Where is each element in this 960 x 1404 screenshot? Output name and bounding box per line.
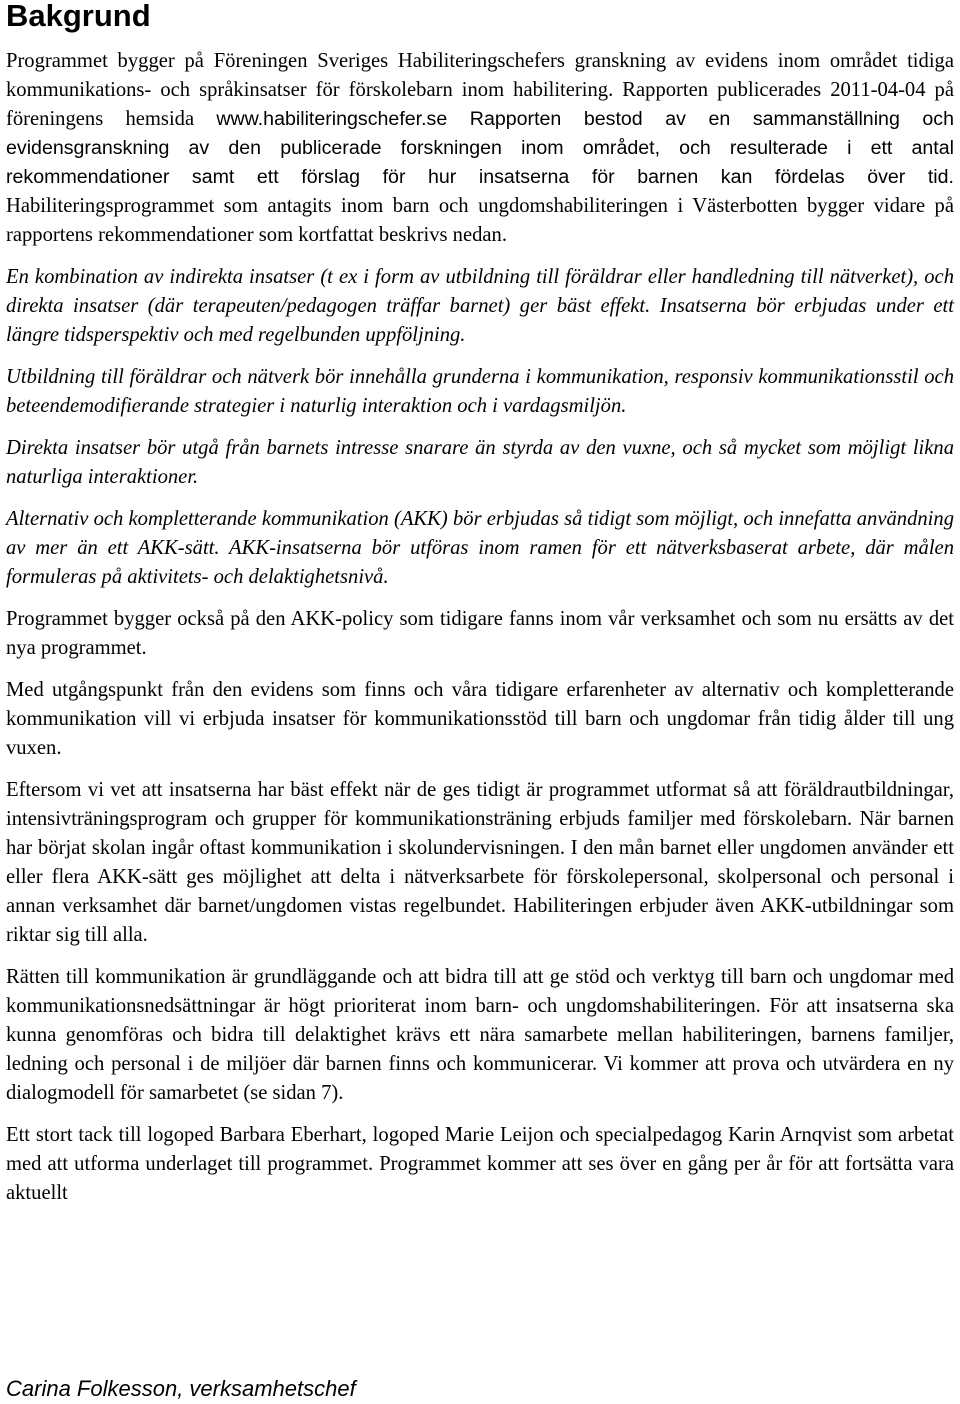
paragraph-right-to-communication: Rätten till kommunikation är grundläggande och att bidra till att ge stöd och verktyg till barn och ungdomar med kommunikationsnedsättningar är högt prioriterat inom barn- och ungdomshabiliteringen. För att insatserna ska kunna genomföras och bidra till delaktighet krävs ett nära samarbete mellan habiliteringen, barnens familjer, ledning och personal i de miljöer där barnen finns och kommunicerar. Vi kommer att prova och utvärdera en ny dialogmodell för samarbetet (se sidan 7). [6, 966, 954, 1104]
recommendation-direct: Direkta insatser bör utgå från barnets intresse snarare än styrda av den vuxne, och så mycket som möjligt likna naturliga interaktioner. [6, 437, 954, 488]
body-text [6, 47, 954, 1221]
website-url: www.habiliteringschefer.se [216, 108, 448, 130]
recommendation-combination: En kombination av indirekta insatser (t ex i form av utbildning till föräldrar eller handledning till nätverket), och direkta insatser (där terapeuten/pedagogen träffar barnet) ger bäst effekt. Insatserna bör erbjudas under ett längre tidsperspektiv och med regelbunden uppföljning. [6, 266, 954, 346]
recommendation-akk: Alternativ och kompletterande kommunikation (AKK) bör erbjudas så tidigt som möjligt, och innefatta användning av mer än ett AKK-sätt. AKK-insatserna bör utföras inom ramen för ett nätverksbaserat arbete, där målen formuleras på aktivitets- och delaktighetsnivå. [6, 508, 954, 588]
section-heading: Bakgrund [6, 0, 151, 33]
paragraph-evidence: Med utgångspunkt från den evidens som finns och våra tidigare erfarenheter av alternativ och kompletterande kommunikation vill vi erbjuda insatser för kommunikationsstöd till barn och ungdomar från tidig ålder till ung vuxen. [6, 679, 954, 759]
paragraph-text: Habiliteringsprogrammet som antagits inom barn och ungdomshabiliteringen i Västerbotten bygger vidare på rapportens rekommendationer som kortfattat beskrivs nedan. [6, 195, 954, 246]
paragraph-early-effort: Eftersom vi vet att insatserna har bäst effekt när de ges tidigt är programmet utformat så att föräldrautbildningar, intensivträningsprogram och grupper för kommunikationsträning erbjuds familjer med förskolebarn. När barnen har börjat skolan ingår oftast kommunikation i skolundervisningen. I den mån barnet eller ungdomen använder ett eller flera AKK-sätt ges möjlighet att delta i nätverksarbete för förskolepersonal, skolpersonal och personal i annan verksamhet där barnet/ungdomen vistas regelbundet. Habiliteringen erbjuder även AKK-utbildningar som riktar sig till alla. [6, 779, 954, 946]
paragraph-thanks: Ett stort tack till logoped Barbara Eberhart, logoped Marie Leijon och specialpedagog Karin Arnqvist som arbetat med att utforma underlaget till programmet. Programmet kommer att ses över en gång per år för att fortsätta vara aktuellt [6, 1124, 954, 1204]
paragraph-background-report [6, 47, 954, 250]
paragraph-text-sans: Rapporten bestod av en sammanställning och evidensgranskning av den publicerade forskningen inom området, och resulterade i ett antal rekommendationer samt ett förslag för hur insatserna för barnen kan fördelas över tid. [6, 108, 954, 188]
paragraph-text: Programmet bygger på Föreningen Sveriges Habiliteringschefers granskning av evidens inom området tidiga kommunikations- och språkinsatser för förskolebarn inom habilitering. Rapporten publicerades 2011-04-04 på föreningens hemsida [6, 50, 954, 130]
signature: Carina Folkesson, verksamhetschef [6, 1376, 356, 1401]
recommendation-education: Utbildning till föräldrar och nätverk bör innehålla grunderna i kommunikation, responsiv kommunikationsstil och beteendemodifierande strategier i naturlig interaktion och i vardagsmiljön. [6, 366, 954, 417]
paragraph-akk-policy: Programmet bygger också på den AKK-policy som tidigare fanns inom vår verksamhet och som nu ersätts av det nya programmet. [6, 608, 954, 659]
